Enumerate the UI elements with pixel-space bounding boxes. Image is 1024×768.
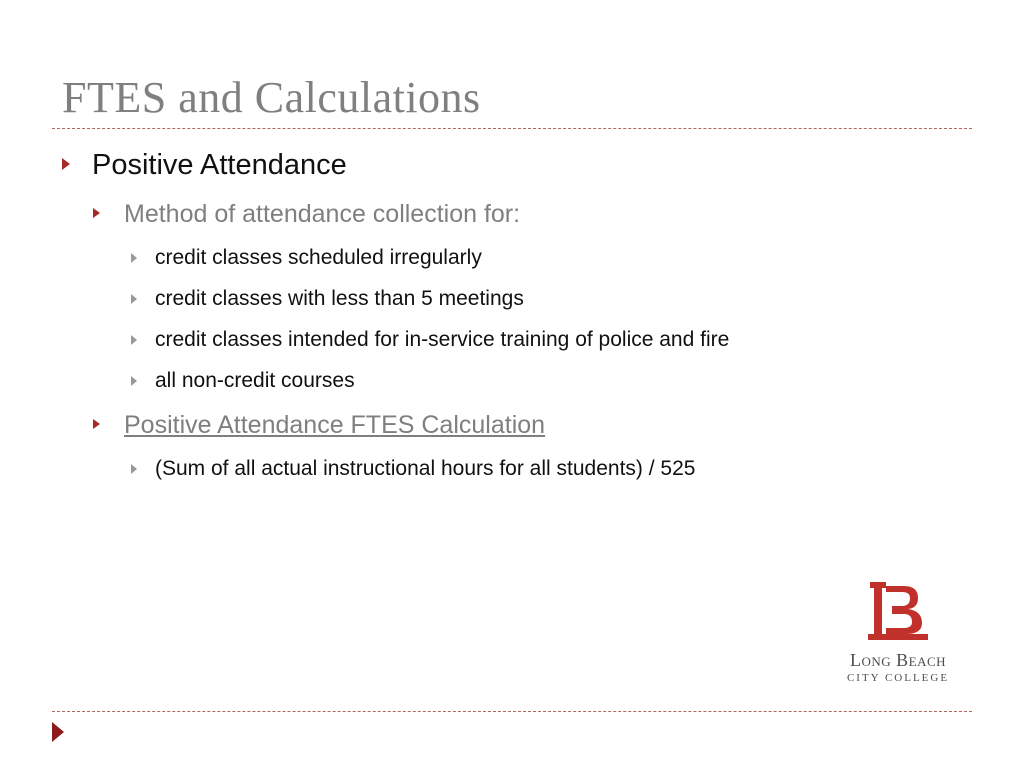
triangle-right-icon: [131, 464, 137, 474]
triangle-right-icon: [93, 208, 100, 218]
logo-subtitle: CITY COLLEGE: [846, 672, 950, 684]
triangle-right-icon: [131, 376, 137, 386]
triangle-right-icon: [93, 419, 100, 429]
footer-divider: [52, 711, 972, 712]
title-divider: [52, 128, 972, 129]
triangle-right-icon: [131, 253, 137, 263]
ftes-calculation-link[interactable]: Positive Attendance FTES Calculation: [124, 411, 546, 439]
logo-name: Long Beach: [849, 650, 947, 670]
bullet-text: credit classes with less than 5 meetings: [155, 287, 524, 310]
slide-title: FTES and Calculations: [62, 73, 481, 122]
triangle-right-icon: [131, 335, 137, 345]
lb-monogram-icon: [864, 578, 932, 646]
next-slide-icon[interactable]: [52, 722, 64, 742]
bullet-text: Positive Attendance: [92, 149, 347, 181]
bullet-text: all non-credit courses: [155, 369, 355, 392]
bullet-text: Method of attendance collection for:: [124, 200, 521, 228]
triangle-right-icon: [62, 158, 70, 170]
college-logo: [832, 578, 964, 688]
bullet-text: (Sum of all actual instructional hours for all students) / 525: [155, 457, 696, 480]
bullet-text: credit classes scheduled irregularly: [155, 246, 482, 269]
bullet-text: credit classes intended for in-service training of police and fire: [155, 328, 730, 351]
triangle-right-icon: [131, 294, 137, 304]
